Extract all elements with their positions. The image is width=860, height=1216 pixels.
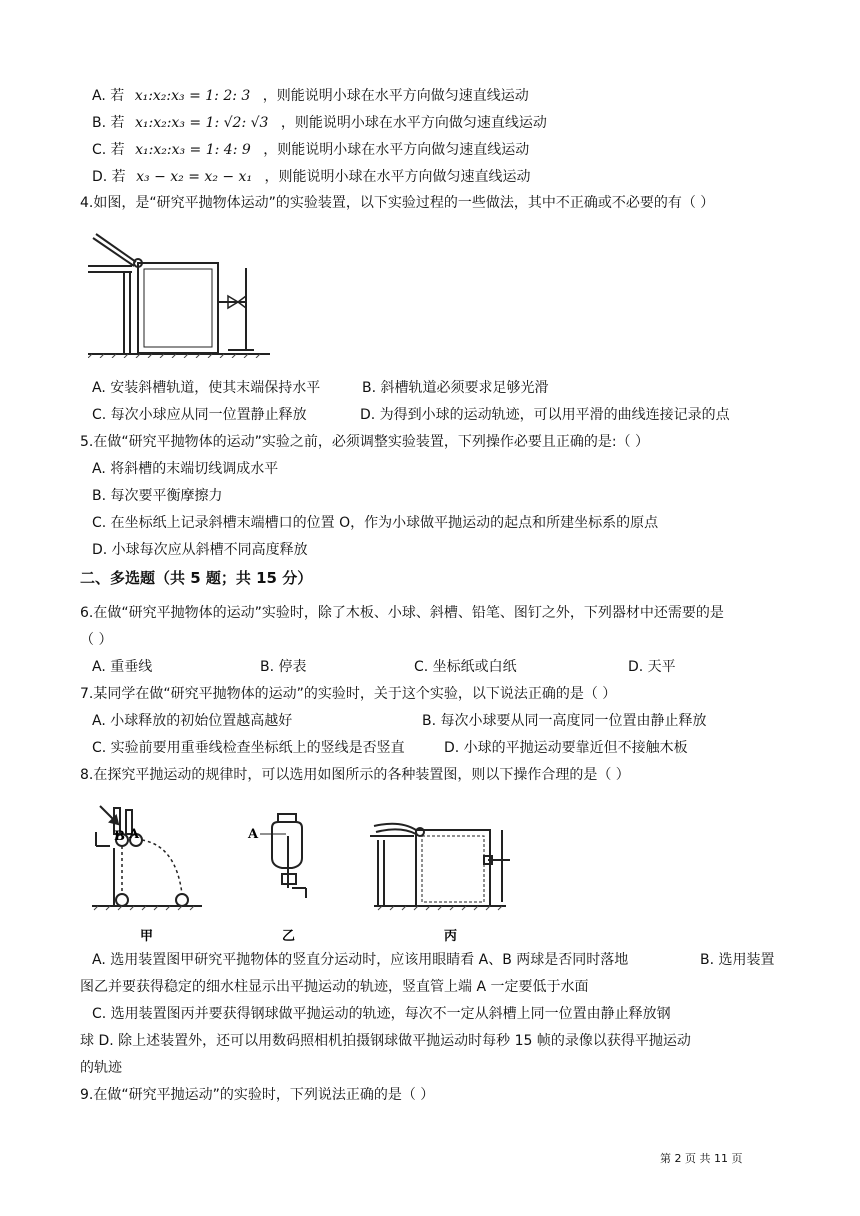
q6-stem-line2: （ ） [80,632,113,648]
q7-option-d: D. 小球的平抛运动要靠近但不接触木板 [444,740,688,756]
q4-option-b: B. 斜槽轨道必须要求足够光滑 [362,380,549,396]
q5-option-c: C. 在坐标纸上记录斜槽末端槽口的位置 O，作为小球做平抛运动的起点和所建坐标系的原点 [92,515,659,531]
q3-option-b [92,113,547,133]
option-text: ，则能说明小球在水平方向做匀速直线运动 [264,169,531,185]
option-prefix: A. 若 [92,88,125,104]
q3-option-a [92,86,529,106]
q8-option-c: C. 选用装置图丙并要获得钢球做平抛运动的轨迹，每次不一定从斜槽上同一位置由静止释放钢 [92,1006,671,1022]
q5-option-d: D. 小球每次应从斜槽不同高度释放 [92,542,308,558]
caption-jia: 甲 [140,929,154,944]
option-prefix: C. 若 [92,142,125,158]
q4-stem: 4.如图，是“研究平抛物体运动”的实验装置，以下实验过程的一些做法，其中不正确或不必要的有（ ） [80,195,715,211]
q6-stem-line1: 6.在做“研究平抛物体的运动”实验时，除了木板、小球、斜槽、铅笔、图钉之外，下列器材中还需要的是 [80,605,724,621]
q8-option-c-d: 球 D. 除上述装置外，还可以用数码照相机拍摄钢球做平抛运动时每秒 15 帧的录像以获得平抛运动 [80,1033,691,1049]
option-prefix: D. 若 [92,169,126,185]
q8-option-d-cont: 的轨迹 [80,1060,122,1076]
q3-option-c [92,140,529,160]
section-title: 二、多选题（共 5 题；共 15 分） [80,569,313,587]
option-text: ，则能说明小球在水平方向做匀速直线运动 [262,88,529,104]
q7-option-b: B. 每次小球要从同一高度同一位置由静止释放 [422,713,707,729]
formula: x₃ − x₂ = x₂ − x₁ [136,169,253,185]
q6-option-a: A. 重垂线 [92,659,153,675]
formula: x₁:x₂:x₃ = 1: 2: 3 [134,88,251,104]
formula: x₁:x₂:x₃ = 1: 4: 9 [135,142,251,158]
page-number: 第 2 页 共 11 页 [660,1152,743,1165]
q5-option-a: A. 将斜槽的末端切线调成水平 [92,461,279,477]
label-A: A [129,827,140,842]
caption-bing: 丙 [444,929,458,944]
q7-option-c: C. 实验前要用重垂线检查坐标纸上的竖线是否竖直 [92,740,405,756]
q3-option-d [92,167,531,187]
option-text: ，则能说明小球在水平方向做匀速直线运动 [280,115,547,131]
q7-stem: 7.某同学在做“研究平抛物体的运动”的实验时，关于这个实验，以下说法正确的是（ ） [80,686,617,702]
q8-option-a: A. 选用装置图甲研究平抛物体的竖直分运动时，应该用眼睛看 A、B 两球是否同时落地 [92,952,629,968]
label-A-tube: A [248,827,259,842]
q8-stem: 8.在探究平抛运动的规律时，可以选用如图所示的各种装置图，则以下操作合理的是（ ） [80,767,630,783]
formula: x₁:x₂:x₃ = 1: √2: √3 [134,115,269,131]
q5-stem: 5.在做“研究平抛物体的运动”实验之前，必须调整实验装置，下列操作必要且正确的是:（ ） [80,434,650,450]
q4-apparatus-figure [88,226,273,358]
q4-option-c: C. 每次小球应从同一位置静止释放 [92,407,307,423]
q5-option-b: B. 每次要平衡摩擦力 [92,488,223,504]
option-text: ，则能说明小球在水平方向做匀速直线运动 [263,142,530,158]
q8-option-b-cont: 图乙并要获得稳定的细水柱显示出平抛运动的轨迹，竖直管上端 A 一定要低于水面 [80,979,589,995]
q8-apparatus-figures [92,800,512,945]
caption-yi: 乙 [282,929,296,944]
label-B: B [114,829,125,844]
q6-option-d: D. 天平 [628,659,676,675]
option-prefix: B. 若 [92,115,125,131]
q9-stem: 9.在做“研究平抛运动”的实验时，下列说法正确的是（ ） [80,1087,435,1103]
q4-option-a: A. 安装斜槽轨道，使其末端保持水平 [92,380,321,396]
q7-option-a: A. 小球释放的初始位置越高越好 [92,713,293,729]
q4-option-d: D. 为得到小球的运动轨迹，可以用平滑的曲线连接记录的点 [360,407,730,423]
q6-option-b: B. 停表 [260,659,307,675]
q6-option-c: C. 坐标纸或白纸 [414,659,517,675]
q8-option-b-start: B. 选用装置 [700,952,775,968]
